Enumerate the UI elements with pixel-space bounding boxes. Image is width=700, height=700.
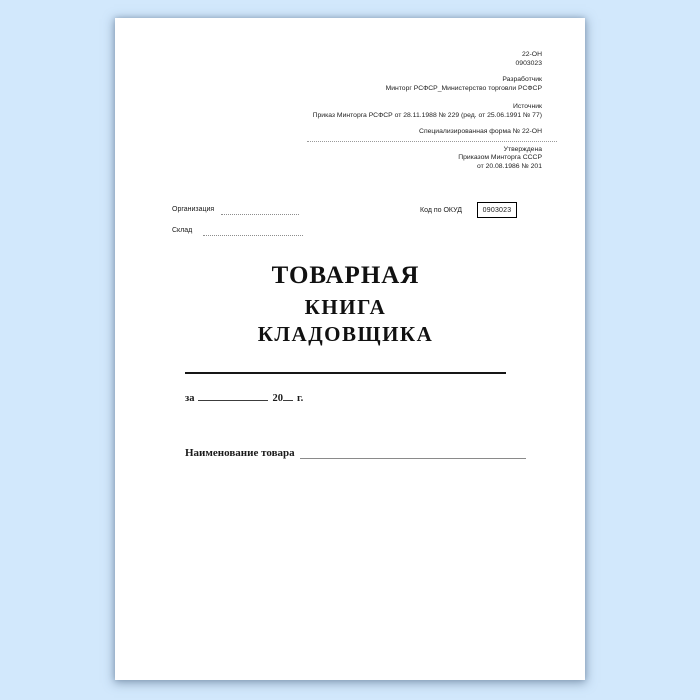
product-name-label: Наименование товара [185,447,295,459]
period-prefix: за [185,393,195,404]
form-type: Специализированная форма № 22-ОН [419,128,542,135]
title-line-1: ТОВАРНАЯ [271,262,420,289]
okud-code-box: 0903023 [477,202,517,218]
product-name-blank-line [300,446,526,459]
reference-block [277,51,557,171]
year-prefix: 20 [272,393,283,404]
developer-label: Разработчик [502,76,542,83]
developer-value: Минторг РСФСР_Министерство торговли РСФСР [385,84,542,92]
document-title [185,261,506,345]
source-label: Источник [512,103,542,110]
period-blank-line [198,391,268,401]
approved-by: Приказом Минторга СССР [458,154,542,161]
title-line-2: КНИГА [304,295,387,319]
document-page [115,18,585,680]
okud-code-label: Код по ОКУД [420,207,462,214]
year-suffix: г. [296,393,304,404]
source-value: Приказ Минторга РСФСР от 28.11.1988 № 229 (ред. от 25.06.1991 № 77) [312,111,542,119]
product-name-row [185,446,526,459]
warehouse-label: Склад [172,227,193,234]
approved-date: от 20.08.1986 № 201 [476,162,542,170]
title-line-3: КЛАДОВЩИКА [257,322,434,346]
organization-blank-line [221,200,299,215]
form-code: 22-ОН [521,51,542,58]
dotted-separator [307,141,557,142]
period-row [185,391,303,404]
organization-label: Организация [172,206,215,213]
form-number: 0903023 [515,59,542,67]
title-underline-rule [185,372,506,374]
warehouse-blank-line [203,221,303,236]
approved-label: Утверждена [503,145,542,153]
year-blank-line [283,391,293,401]
